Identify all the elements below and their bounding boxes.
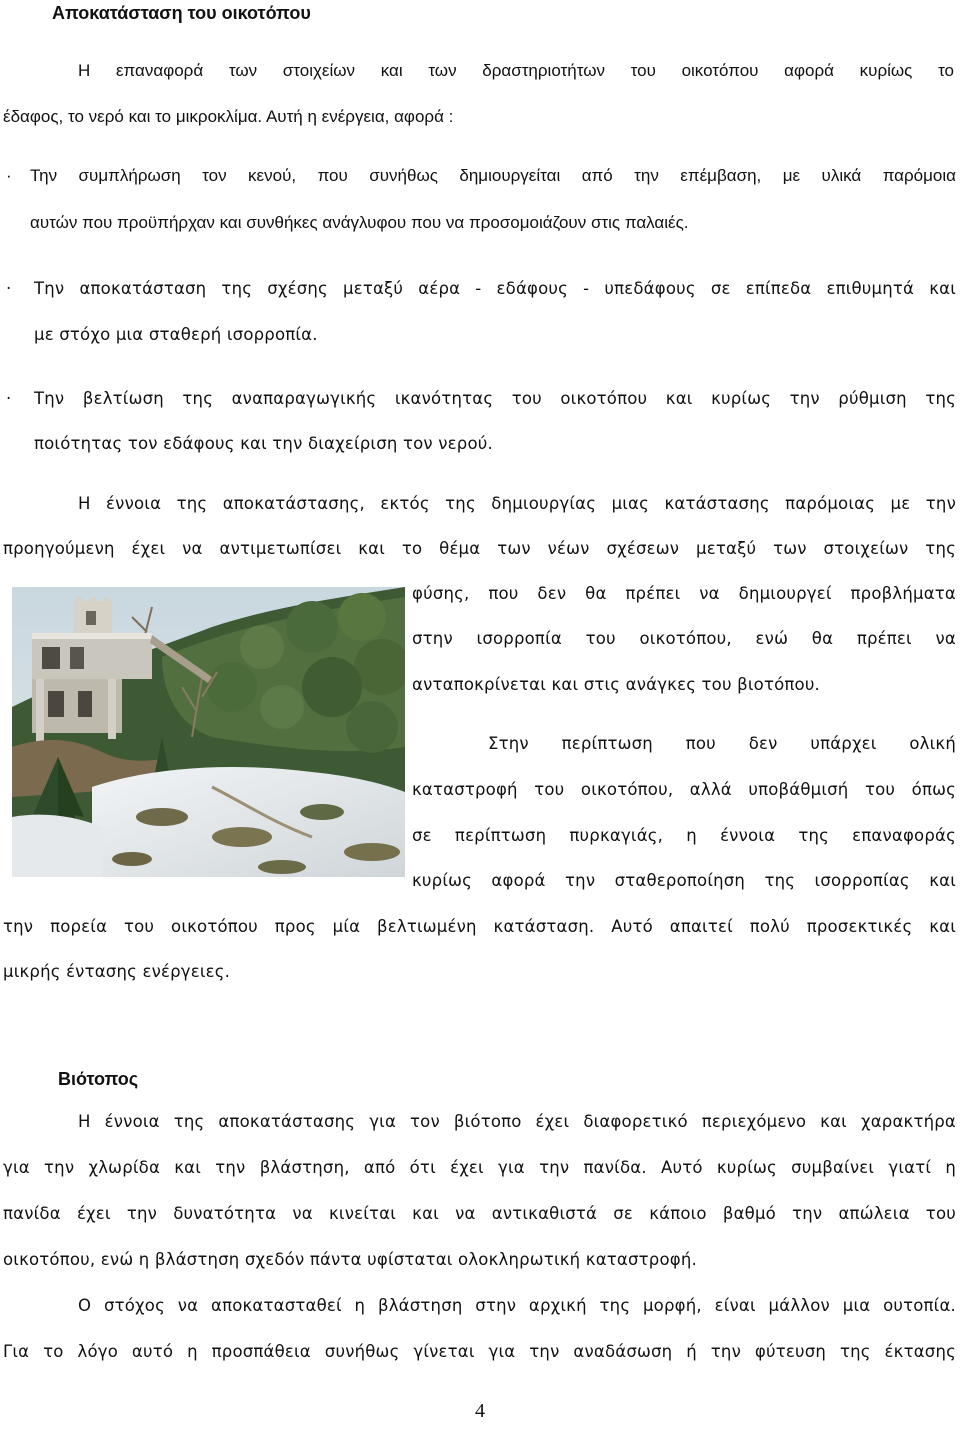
snowy-ruined-building-photo xyxy=(12,587,405,877)
page-number: 4 xyxy=(475,1400,485,1422)
paragraph-line: Ο στόχος να αποκατασταθεί η βλάστηση στην αρχική της μορφή, είναι μάλλον μια ουτοπία. xyxy=(78,1296,956,1315)
section-heading-biotope: Βιότοπος xyxy=(58,1069,139,1089)
bullet-line: ποιότητας τον εδάφους και την διαχείριση τον νερού. xyxy=(34,434,493,453)
paragraph-line: στην ισορροπία του οικοτόπου, ενώ θα πρέπει να xyxy=(412,629,956,648)
bullet-marker: · xyxy=(6,389,12,408)
paragraph-line: ανταποκρίνεται και στις ανάγκες του βιοτόπου. xyxy=(412,675,821,694)
paragraph-line: Η επαναφορά των στοιχείων και των δραστηριοτήτων του οικοτόπου αφορά κυρίως το xyxy=(78,61,954,80)
paragraph-line: Η έννοια της αποκατάστασης, εκτός της δημιουργίας μιας κατάστασης παρόμοιας με την xyxy=(78,494,956,513)
bullet-marker: · xyxy=(6,279,12,298)
paragraph-line: την πορεία του οικοτόπου προς μία βελτιωμένη κατάσταση. Αυτό απαιτεί πολύ προσεκτικές και xyxy=(3,917,956,936)
paragraph-line: έδαφος, το νερό και το μικροκλίμα. Αυτή η ενέργεια, αφορά : xyxy=(3,107,454,126)
paragraph-line: μικρής έντασης ενέργειες. xyxy=(3,962,231,981)
paragraph-line: για την χλωρίδα και την βλάστηση, από ότι έχει για την πανίδα. Αυτό κυρίως συμβαίνει γιατί η xyxy=(3,1158,956,1177)
bullet-line: Την αποκατάσταση της σχέσης μεταξύ αέρα - εδάφους - υπεδάφους σε επίπεδα επιθυμητά και xyxy=(34,279,956,298)
paragraph-line: σε περίπτωση πυρκαγιάς, η έννοια της επαναφοράς xyxy=(412,826,956,845)
section-heading-habitat-restoration: Αποκατάσταση του οικοτόπου xyxy=(52,3,311,23)
paragraph-line: προηγούμενη έχει να αντιμετωπίσει και το θέμα των νέων σχέσεων μεταξύ των στοιχείων της xyxy=(3,539,956,558)
paragraph-line: Η έννοια της αποκατάστασης για τον βιότοπο έχει διαφορετικό περιεχόμενο και χαρακτήρα xyxy=(78,1112,956,1131)
paragraph-line: κυρίως αφορά την σταθεροποίηση της ισορροπίας και xyxy=(412,871,956,890)
landscape-photo xyxy=(12,587,405,877)
bullet-line: αυτών που προϋπήρχαν και συνθήκες ανάγλυφου που να προσομοιάζουν στις παλαιές. xyxy=(30,213,689,232)
paragraph-line: φύσης, που δεν θα πρέπει να δημιουργεί προβλήματα xyxy=(412,584,956,603)
paragraph-line: Στην περίπτωση που δεν υπάρχει ολική xyxy=(488,734,956,753)
paragraph-line: καταστροφή του οικοτόπου, αλλά υποβάθμισή του όπως xyxy=(412,780,956,799)
paragraph-line: οικοτόπου, ενώ η βλάστηση σχεδόν πάντα υφίσταται ολοκληρωτική καταστροφή. xyxy=(3,1250,697,1269)
paragraph-line: πανίδα έχει την δυνατότητα να κινείται και να αντικαθιστά σε κάποιο βαθμό την απώλεια του xyxy=(3,1204,956,1223)
bullet-line: Την βελτίωση της αναπαραγωγικής ικανότητας του οικοτόπου και κυρίως την ρύθμιση της xyxy=(34,389,956,408)
bullet-line: Την συμπλήρωση τον κενού, που συνήθως δημιουργείται από την επέμβαση, με υλικά παρόμοια xyxy=(30,166,956,185)
bullet-line: με στόχο μια σταθερή ισορροπία. xyxy=(34,325,318,344)
bullet-marker: · xyxy=(6,166,12,185)
paragraph-line: Για το λόγο αυτό η προσπάθεια συνήθως γίνεται για την αναδάσωση ή την φύτευση της έκτασης xyxy=(3,1342,956,1361)
